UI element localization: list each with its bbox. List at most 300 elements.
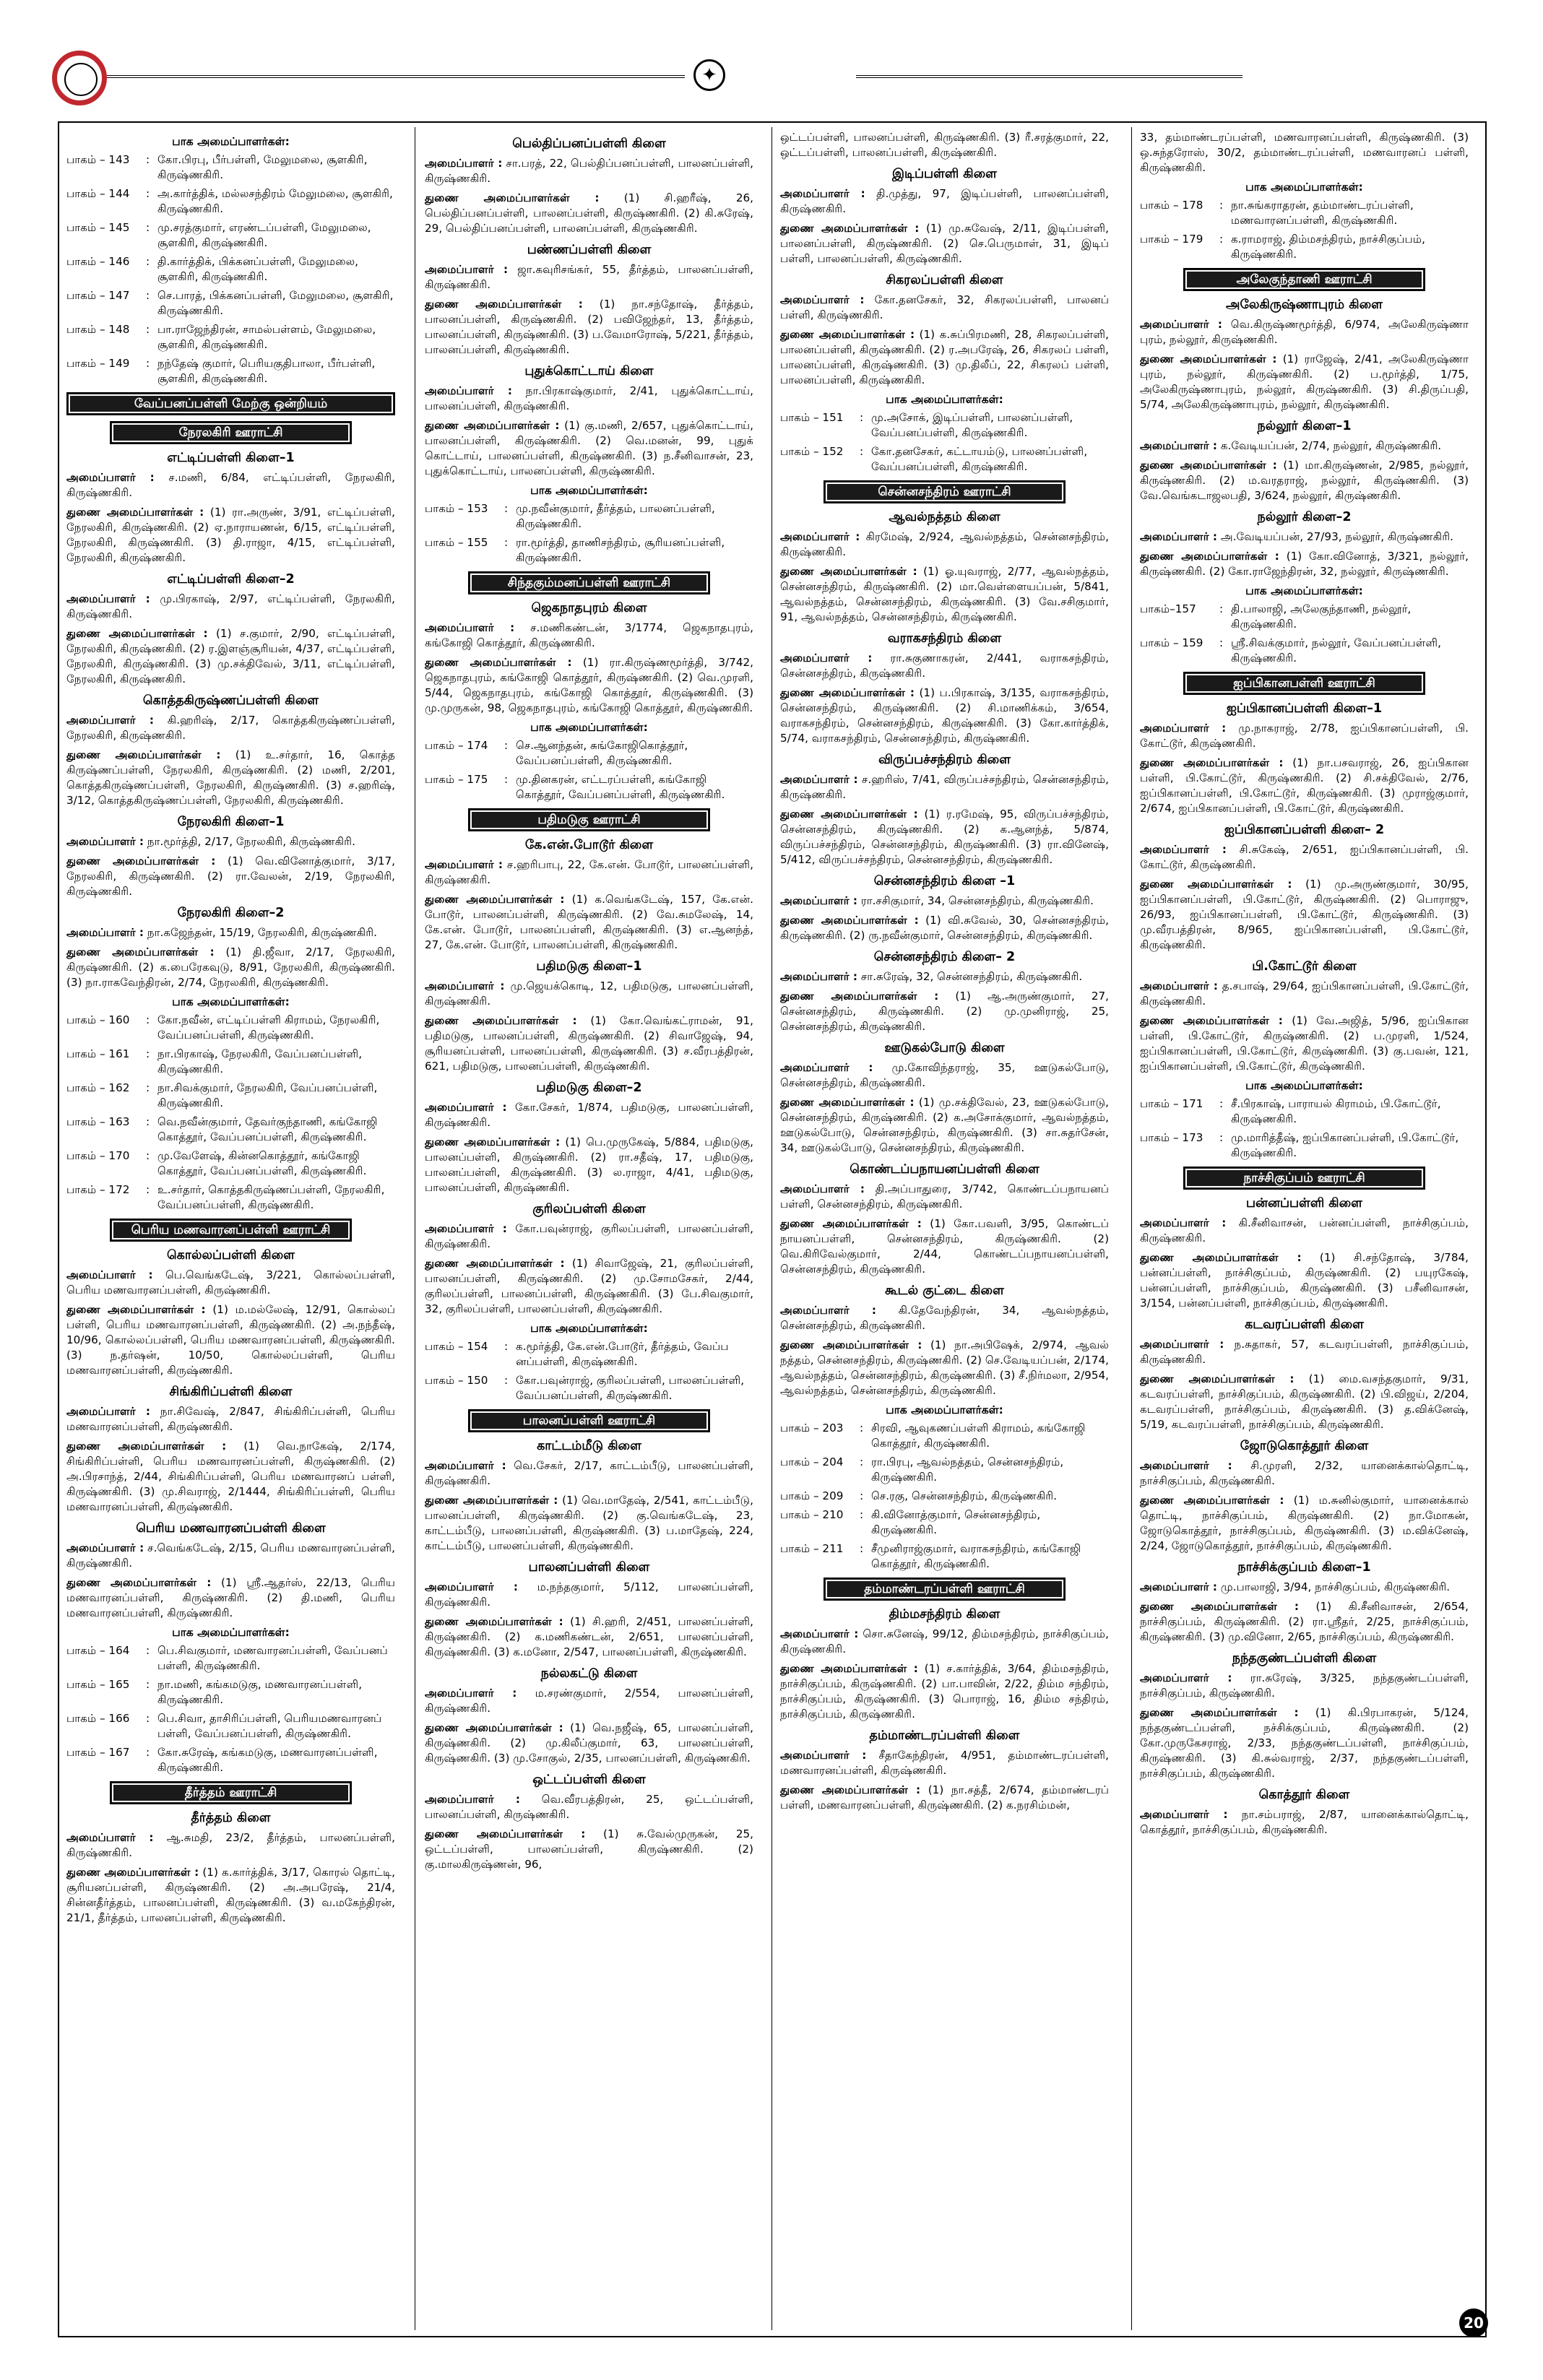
colon-separator: :	[504, 1374, 509, 1387]
booth-row	[780, 1489, 1109, 1504]
booth-value: ஸ்ரீ.சிவக்குமார், நல்லூர், வேப்பனப்பள்ளி, கிருஷ்ணகிரி.	[1231, 636, 1441, 665]
booth-value: சிரவி, ஆவுகணப்பள்ளி கிராமம், கங்கோஜி கொத்தூர், கிருஷ்ணகிரி.	[871, 1421, 1086, 1450]
section-banner: பாலனப்பள்ளி ஊராட்சி	[468, 1409, 710, 1432]
entry-text: (1) வெ.நஜீஷ், 65, பாலனப்பள்ளி, கிருஷ்ணகிரி. (2) மு.கிலீப்குமார், 63, பாலனப்பள்ளி, கிருஷ்ணகிரி. (3) மு.சோகுல், 2/35, பாலனப்பள்ளி, கிருஷ்ணகிரி.	[425, 1721, 753, 1765]
entry-paragraph	[425, 1721, 753, 1766]
entry-text: மு.நாகராஜ், 2/78, ஐப்பிகானப்பள்ளி, பி. கோட்டூர், கிருஷ்ணகிரி.	[1140, 722, 1469, 750]
branch-heading: பதிமடுகு கிளை–1	[536, 959, 642, 974]
branch-heading: ஜோடுகொத்தூர் கிளை	[1240, 1439, 1369, 1453]
role-label: துணை அமைப்பாளர்கள் :	[1140, 878, 1292, 891]
booth-value: கோ.பவுன்ராஜ், குரிலப்பள்ளி, பாலனப்பள்ளி, வேப்பனப்பள்ளி, கிருஷ்ணகிரி.	[516, 1374, 745, 1402]
entry-paragraph	[1140, 721, 1469, 751]
branch-heading: நேரலகிரி கிளை–2	[177, 906, 285, 920]
entry-paragraph	[66, 925, 395, 940]
booth-row	[1140, 602, 1469, 632]
booth-row	[66, 1081, 395, 1111]
booth-row	[66, 356, 395, 386]
colon-separator: :	[146, 187, 150, 200]
branch-heading: கொல்லப்பள்ளி கிளை	[167, 1248, 295, 1263]
booth-row	[1140, 198, 1469, 228]
role-label: துணை அமைப்பாளர்கள் :	[780, 914, 919, 927]
role-label: துணை அமைப்பாளர்கள் :	[780, 565, 917, 578]
entry-paragraph	[780, 1303, 1109, 1333]
entry-paragraph	[780, 685, 1109, 746]
entry-text: தி.அப்பாதுரை, 3/742, கொண்டப்பநாயனப் பள்ளி, சென்னசந்திரம், கிருஷ்ணகிரி.	[780, 1182, 1109, 1211]
booth-label: பாகம் – 143	[66, 153, 130, 166]
colon-separator: :	[1219, 1131, 1224, 1144]
booth-label: பாகம் – 144	[66, 187, 130, 200]
role-label: துணை அமைப்பாளர்கள் :	[780, 222, 920, 235]
entry-text: (1) மு.சுவேஷ், 2/11, இடிப்பள்ளி, பாலனப்பள்ளி, கிருஷ்ணகிரி. (2) செ.பெருமாள், 31, இடிப் பள்ளி, பாலனப்பள்ளி, கிருஷ்ணகிரி.	[780, 222, 1109, 265]
branch-heading: திம்மசந்திரம் கிளை	[889, 1607, 1000, 1622]
role-label: துணை அமைப்பாளர்கள் :	[425, 419, 560, 432]
entry-text: (1) நா.சத்தீ, 2/674, தம்மாண்டரப் பள்ளி, மணவாரனப்பள்ளி, கிருஷ்ணகிரி. (2) க.நரசிம்மன்,	[780, 1783, 1109, 1812]
entry-paragraph	[66, 1268, 395, 1298]
entry-text: ம.நந்தகுமார், 5/112, பாலனப்பள்ளி, கிருஷ்ணகிரி.	[425, 1580, 753, 1609]
role-label: அமைப்பாளர் :	[425, 1222, 507, 1235]
entry-paragraph	[66, 1541, 395, 1571]
booth-value: உ.சர்தார், கொத்தகிருஷ்ணப்பள்ளி, நேரலகிரி, வேப்பனப்பள்ளி, கிருஷ்ணகிரி.	[157, 1183, 385, 1211]
entry-text: கோ.தனசேகர், 32, சிகரலப்பள்ளி, பாலனப் பள்ளி, கிருஷ்ணகிரி.	[780, 293, 1109, 321]
entry-paragraph	[425, 1135, 753, 1195]
entry-text: க.வேடியப்பன், 2/74, நல்லூர், கிருஷ்ணகிரி.	[1217, 439, 1442, 452]
colon-separator: :	[146, 1081, 150, 1094]
entry-paragraph	[425, 1686, 753, 1716]
booth-label: பாகம் – 171	[1140, 1097, 1203, 1110]
role-label: அமைப்பாளர் :	[425, 621, 515, 634]
column-divider	[1131, 127, 1132, 2330]
booth-label: பாகம் – 170	[66, 1149, 130, 1162]
role-label: அமைப்பாளர் :	[425, 1793, 520, 1806]
branch-heading: காட்டம்மீடு கிளை	[537, 1439, 641, 1453]
booth-row	[66, 254, 395, 285]
entry-paragraph	[1140, 1372, 1469, 1432]
entry-paragraph	[1140, 1493, 1469, 1554]
entry-text: (1) நா.சந்தோஷ், தீர்த்தம், பாலனப்பள்ளி, கிருஷ்ணகிரி. (2) பவிஜேந்தர், 13, தீர்த்தம், பாலனப்பள்ளி, கிருஷ்ணகிரி. (3) ப.வேமாரோஷ், 5/221, தீர்த்தம், பாலனப்பள்ளி, கிருஷ்ணகிரி.	[425, 298, 753, 356]
booth-value: மு.வேளேஷ், கின்னகொத்தூர், கங்கோஜி கொத்தூர், வேப்பனப்பள்ளி, கிருஷ்ணகிரி.	[157, 1149, 367, 1177]
entry-text: ரா.சசிகுமார், 34, சென்னசந்திரம், கிருஷ்ணகிரி.	[857, 894, 1094, 907]
colon-separator: :	[504, 536, 509, 549]
entry-text: (1) கி.சீனிவாசன், 2/654, நாச்சிகுப்பம், கிருஷ்ணகிரி. (2) ரா.ஸ்ரீதர், 2/25, நாச்சிகுப்பம், கிருஷ்ணகிரி. (3) மு.வினோ, 2/65, நாச்சிகுப்பம், கிருஷ்ணகிரி.	[1140, 1600, 1469, 1643]
role-label: துணை அமைப்பாளர்கள் :	[66, 945, 215, 959]
role-label: துணை அமைப்பாளர்கள் :	[66, 854, 216, 867]
entry-text: (1) ரா.கிருஷ்ணமூர்த்தி, 3/742, ஜெகநாதபுரம், கங்கோஜி கொத்தூர், கிருஷ்ணகிரி. (2) வெ.முரளி, 5/44, ஜெகநாதபுரம், கங்கோஜி கொத்தூர், கிருஷ்ணகிரி. (3) மு.முருகன், 98, ஜெகநாதபுரம், கங்கோஜி கொத்தூர், கிருஷ்ணகிரி.	[425, 656, 753, 714]
colon-separator: :	[860, 1455, 864, 1468]
entry-paragraph	[66, 945, 395, 990]
booth-label: பாகம் – 178	[1140, 199, 1203, 212]
entry-paragraph	[66, 592, 395, 622]
role-label: துணை அமைப்பாளர்கள் :	[66, 506, 204, 519]
role-label: துணை அமைப்பாளர்கள் :	[66, 1440, 227, 1453]
booth-label: பாகம் – 146	[66, 255, 130, 268]
entry-paragraph	[425, 1100, 753, 1130]
booth-label: பாகம் – 210	[780, 1508, 844, 1521]
role-label: அமைப்பாளர் :	[780, 1182, 865, 1195]
branch-heading: நல்லூர் கிளை–2	[1257, 510, 1352, 524]
booth-value: மு.மாரித்தீஷ், ஐப்பிகானப்பள்ளி, பி.கோட்டூர், கிருஷ்ணகிரி.	[1231, 1131, 1459, 1159]
booth-label: பாகம் – 164	[66, 1644, 130, 1657]
entry-text: நா.பிரகாஷ்குமார், 2/41, புதுக்கொட்டாய், பாலனப்பள்ளி, கிருஷ்ணகிரி.	[425, 384, 753, 412]
booth-row	[425, 535, 753, 566]
section-banner: தீர்த்தம் ஊராட்சி	[110, 1781, 352, 1804]
role-label: துணை அமைப்பாளர்கள் :	[780, 808, 918, 821]
booth-value: க.ராமராஜ், திம்மசந்திரம், நாச்சிகுப்பம், கிருஷ்ணகிரி.	[1231, 233, 1425, 261]
entry-text: (1) சிவாஜேஷ், 21, குரிலப்பள்ளி, பாலனப்பள்ளி, கிருஷ்ணகிரி. (2) மு.சோமசேகர், 2/44, குரிலப்பள்ளி, பாலனப்பள்ளி, கிருஷ்ணகிரி. (3) பே.சிவகுமார், 32, குரிலப்பள்ளி, பாலனப்பள்ளி, கிருஷ்ணகிரி.	[425, 1257, 753, 1315]
colon-separator: :	[860, 1489, 864, 1502]
booth-row	[66, 1182, 395, 1213]
entry-paragraph	[66, 713, 395, 743]
entry-paragraph	[780, 807, 1109, 867]
role-label: துணை அமைப்பாளர்கள் :	[780, 1217, 922, 1230]
role-label: அமைப்பாளர் :	[1140, 843, 1227, 856]
booth-value: ரா.பிரபு, ஆவல்நத்தம், சென்னசந்திரம், கிருஷ்ணகிரி.	[871, 1455, 1064, 1484]
entry-paragraph	[1140, 877, 1469, 953]
booth-row	[780, 1421, 1109, 1451]
role-label: அமைப்பாளர் :	[66, 592, 150, 605]
entry-text: நா.சம்பராஜ், 2/87, யானைக்கால்தொட்டி, கொத்தூர், நாச்சிகுப்பம், கிருஷ்ணகிரி.	[1140, 1808, 1469, 1836]
entry-paragraph	[1140, 1705, 1469, 1781]
section-banner: பெரிய மணவாரனப்பள்ளி ஊராட்சி	[110, 1219, 352, 1242]
entry-paragraph	[425, 979, 753, 1009]
column-2	[425, 130, 753, 2326]
booth-row	[66, 1047, 395, 1077]
role-label: அமைப்பாளர் :	[66, 471, 155, 484]
role-label: துணை அமைப்பாளர்கள் :	[66, 1866, 199, 1879]
branch-heading: அலேகிருஷ்ணாபுரம் கிளை	[1226, 298, 1383, 312]
role-label: அமைப்பாளர் :	[1140, 439, 1218, 452]
role-label: துணை அமைப்பாளர்கள் :	[780, 686, 915, 699]
entry-paragraph	[1140, 1250, 1469, 1311]
booth-label: பாகம் – 154	[425, 1340, 488, 1353]
role-label: அமைப்பாளர் :	[780, 293, 865, 306]
section-banner: ஐப்பிகானபள்ளி ஊராட்சி	[1183, 672, 1425, 695]
booth-label: பாகம் – 155	[425, 536, 488, 549]
entry-paragraph	[1140, 1599, 1469, 1645]
role-label: துணை அமைப்பாளர்கள் :	[425, 1494, 558, 1507]
entry-paragraph	[66, 470, 395, 501]
entry-paragraph	[425, 191, 753, 236]
entry-text: (1) ஸ்ரீ.ஆதர்ஸ், 22/13, பெரிய மணவாரனப்பள்ளி, கிருஷ்ணகிரி. (2) தி.மணி, பெரிய மணவாரனப்பள்ளி, கிருஷ்ணகிரி.	[66, 1576, 395, 1619]
entry-paragraph	[425, 1221, 753, 1252]
role-label: துணை அமைப்பாளர்கள் :	[425, 1615, 563, 1628]
entry-text: (1) வி.சுவேல், 30, சென்னசந்திரம், கிருஷ்ணகிரி. (2) ரு.நவீன்குமார், சென்னசந்திரம், கிருஷ்ணகிரி.	[780, 914, 1109, 942]
entry-text: ஜா.கவுரிசங்கர், 55, தீர்த்தம், பாலனப்பள்ளி, கிருஷ்ணகிரி.	[425, 263, 753, 291]
branch-heading: பெல்திப்பனப்பள்ளி கிளை	[512, 137, 666, 151]
booth-label: பாகம் – 204	[780, 1455, 844, 1468]
colon-separator: :	[146, 221, 150, 234]
entry-text: மு.பாலாஜி, 3/94, நாச்சிகுப்பம், கிருஷ்ணகிரி.	[1217, 1580, 1451, 1593]
entry-text: (1) ம.மல்லேஷ், 12/91, கொல்லப் பள்ளி, பெரிய மணவாரனப்பள்ளி, கிருஷ்ணகிரி. (2) அ.நந்தீஷ், 10/96, கொல்லப்பள்ளி, பெரிய மணவாரனப்பள்ளி, கிருஷ்ணகிரி. (3) ந.தர்ஷன், 10/50, கொல்லப்பள்ளி, பெரிய மணவாரனப்பள்ளி, கிருஷ்ணகிரி.	[66, 1303, 395, 1377]
entry-text: ச.வெங்கடேஷ், 2/15, பெரிய மணவாரனப்பள்ளி, கிருஷ்ணகிரி.	[66, 1541, 395, 1570]
booth-value: பா.ராஜேந்திரன், சாமல்பள்ளம், மேலுமலை, சூளகிரி, கிருஷ்ணகிரி.	[157, 323, 376, 351]
booth-row	[425, 501, 753, 532]
colon-separator: :	[146, 323, 150, 336]
branch-heading: ஊடுகல்போடு கிளை	[884, 1041, 1005, 1055]
colon-separator: :	[1219, 199, 1224, 212]
booth-label: பாகம் – 149	[66, 357, 130, 370]
entry-text: சீதாகேந்திரன், 4/951, தம்மாண்டரப்பள்ளி, மணவாரனப்பள்ளி, கிருஷ்ணகிரி.	[780, 1749, 1109, 1777]
entry-text: (1) ச.குமார், 2/90, எட்டிப்பள்ளி, நேரலகிரி, கிருஷ்ணகிரி. (2) ர.இளஞ்சூரியன், 4/37, எட்டிப்பள்ளி, நேரலகிரி, கிருஷ்ணகிரி. (3) மு.சக்திவேல், 3/11, எட்டிப்பள்ளி, நேரலகிரி, கிருஷ்ணகிரி.	[66, 627, 395, 685]
entry-text: (1) கோ.வெங்கட்ராமன், 91, பதிமடுகு, பாலனப்பள்ளி, கிருஷ்ணகிரி. (2) சிவாஜேஷ், 94, சூரியனப்பள்ளி, பாலனப்பள்ளி, கிருஷ்ணகிரி. (3) ச.வீரபத்திரன், 621, பதிமடுகு, பாலனப்பள்ளி, கிருஷ்ணகிரி.	[425, 1014, 753, 1073]
logo-circle-icon	[52, 51, 107, 105]
entry-text: (1) ரா.அருண், 3/91, எட்டிப்பள்ளி, நேரலகிரி, கிருஷ்ணகிரி. (2) ஏ.நாராயணன், 6/15, எட்டிப்பள்ளி, நேரலகிரி, கிருஷ்ணகிரி. (3) தி.ராஜா, 4/15, எட்டிப்பள்ளி, நேரலகிரி, கிருஷ்ணகிரி.	[66, 506, 395, 564]
role-label: துணை அமைப்பாளர்கள் :	[1140, 1494, 1284, 1507]
role-label: அமைப்பாளர் :	[780, 894, 858, 907]
booth-row	[425, 738, 753, 769]
entry-paragraph	[780, 1748, 1109, 1778]
colon-separator: :	[146, 1712, 150, 1725]
booth-row	[66, 1711, 395, 1741]
entry-text: (1) ஓ.யுவராஜ், 2/77, ஆவல்நத்தம், சென்னசந்திரம், கிருஷ்ணகிரி. (2) மா.வெள்ளையப்பன், 5/841, ஆவல்நத்தம், சென்னசந்திரம், கிருஷ்ணகிரி. (3) வே.சசிகுமார், 91, ஆவல்நத்தம், சென்னசந்திரம், கிருஷ்ணகிரி.	[780, 565, 1109, 623]
subheading: பாக அமைப்பாளர்கள்:	[886, 393, 1003, 406]
booth-value: மு.தினகரன், எட்டரப்பள்ளி, கங்கோஜி கொத்தூர், வேப்பனப்பள்ளி, கிருஷ்ணகிரி.	[516, 773, 725, 801]
entry-paragraph	[1140, 1671, 1469, 1701]
branch-heading: எட்டிப்பள்ளி கிளை–2	[167, 572, 295, 587]
entry-text: அ.வேடியப்பன், 27/93, நல்லூர், கிருஷ்ணகிரி.	[1217, 530, 1453, 543]
booth-label: பாகம் – 153	[425, 502, 488, 515]
role-label: துணை அமைப்பாளர்கள் :	[1140, 550, 1279, 563]
role-label: அமைப்பாளர் :	[780, 187, 865, 200]
branch-heading: பாலனப்பள்ளி கிளை	[528, 1560, 650, 1575]
entry-paragraph	[780, 1182, 1109, 1212]
entry-text: ச.மணிகண்டன், 3/1774, ஜெகநாதபுரம், கங்கோஜி கொத்தூர், கிருஷ்ணகிரி.	[425, 621, 753, 649]
booth-value: வெ.நவீன்குமார், தேவர்குந்தாணி, கங்கோஜி கொத்தூர், வேப்பனப்பள்ளி, கிருஷ்ணகிரி.	[157, 1115, 378, 1143]
entry-text: கோ.சேகர், 1/874, பதிமடுகு, பாலனப்பள்ளி, கிருஷ்ணகிரி.	[425, 1101, 753, 1129]
role-label: துணை அமைப்பாளர்கள் :	[1140, 1251, 1302, 1264]
subheading: பாக அமைப்பாளர்கள்:	[530, 1322, 648, 1335]
booth-row	[1140, 636, 1469, 666]
booth-label: பாகம் – 163	[66, 1115, 130, 1128]
colon-separator: :	[860, 411, 864, 424]
entry-paragraph	[425, 1013, 753, 1074]
booth-value: தி.கார்த்திக், பிக்கனப்பள்ளி, மேலுமலை, சூளகிரி, கிருஷ்ணகிரி.	[157, 255, 359, 283]
entry-text: (1) சி.சந்தோஷ், 3/784, பன்னப்பள்ளி, நாச்சிகுப்பம், கிருஷ்ணகிரி. (2) பயுரகேஷ், பன்னப்பள்ளி, நாச்சிகுப்பம், கிருஷ்ணகிரி. (3) பசீனிவாசன், 3/154, பன்னப்பள்ளி, நாச்சிகுப்பம், கிருஷ்ணகிரி.	[1140, 1251, 1469, 1310]
booth-label: பாகம் – 150	[425, 1374, 488, 1387]
booth-row	[66, 288, 395, 319]
role-label: அமைப்பாளர் :	[780, 530, 860, 543]
entry-paragraph	[425, 1614, 753, 1660]
entry-paragraph	[425, 620, 753, 651]
entry-paragraph	[1140, 352, 1469, 412]
entry-paragraph	[780, 893, 1109, 909]
entry-text: (1) ராஜேஷ், 2/41, அலேகிருஷ்ணா புரம், நல்லூர், கிருஷ்ணகிரி. (2) ப.மூர்த்தி, 1/75, அலேகிருஷ்ணாபுரம், நல்லூர், கிருஷ்ணகிரி. (3) சி.திருப்பதி, 5/74, அலேகிருஷ்ணாபுரம், நல்லூர், கிருஷ்ணகிரி.	[1140, 352, 1469, 411]
booth-value: அ.கார்த்திக், மல்லசந்திரம் மேலுமலை, சூளகிரி, கிருஷ்ணகிரி.	[157, 187, 393, 215]
colon-separator: :	[146, 153, 150, 166]
entry-text: (1) நா.பசவராஜ், 26, ஐப்பிகான பள்ளி, பி.கோட்டூர், கிருஷ்ணகிரி. (2) சி.சக்திவேல், 2/76, ஐப்பிகானப்பள்ளி, பி.கோட்டூர், கிருஷ்ணகிரி. (3) முராஜ்குமார், 2/674, ஐப்பிகானப்பள்ளி, பி.கோட்டூர், கிருஷ்ணகிரி.	[1140, 756, 1469, 815]
column-4	[1140, 130, 1469, 2326]
role-label: அமைப்பாளர் :	[66, 1268, 153, 1281]
branch-heading: ஐப்பிகானப்பள்ளி கிளை– 2	[1224, 823, 1385, 837]
role-label: அமைப்பாளர் :	[66, 835, 144, 848]
entry-text: (1) வெ.மாதேஷ், 2/541, காட்டம்பீடு, பாலனப்பள்ளி, கிருஷ்ணகிரி. (2) கு.வெங்கடேஷ், 23, காட்டம்பீடு, பாலனப்பள்ளி, கிருஷ்ணகிரி. (3) ப.மாதேஷ், 224, காட்டம்பீடு, பாலனப்பள்ளி, கிருஷ்ணகிரி.	[425, 1494, 753, 1552]
colon-separator: :	[146, 1149, 150, 1162]
role-label: அமைப்பாளர் :	[1140, 1580, 1218, 1593]
booth-label: பாகம் – 172	[66, 1183, 130, 1196]
subheading: பாக அமைப்பாளர்கள்:	[530, 721, 648, 734]
colon-separator: :	[146, 1047, 150, 1060]
booth-label: பாகம் – 179	[1140, 233, 1203, 246]
role-label: துணை அமைப்பாளர்கள் :	[66, 748, 221, 761]
colon-separator: :	[146, 255, 150, 268]
role-label: அமைப்பாளர் :	[780, 1061, 873, 1074]
entry-paragraph	[780, 651, 1109, 681]
role-label: துணை அமைப்பாளர்கள் :	[1140, 1372, 1295, 1385]
role-label: துணை அமைப்பாளர்கள் :	[780, 1338, 922, 1351]
role-label: அமைப்பாளர் :	[66, 1831, 154, 1844]
booth-label: பாகம்–157	[1140, 602, 1196, 615]
entry-text: (1) தி.ஜீவா, 2/17, நேரலகிரி, கிருஷ்ணகிரி. (2) க.பைரேகவுடு, 8/91, நேரலகிரி, கிருஷ்ணகிரி. (3) நா.ராகவேந்திரன், 2/74, நேரலகிரி, கிருஷ்ணகிரி.	[66, 945, 395, 989]
role-label: துணை அமைப்பாளர்கள் :	[780, 1662, 918, 1675]
subheading: பாக அமைப்பாளர்கள்:	[1245, 1079, 1363, 1092]
booth-value: கோ.தனசேகர், கட்டாயம்டு, பாலனப்பள்ளி, வேப்பனப்பள்ளி, கிருஷ்ணகிரி.	[871, 445, 1088, 473]
entry-text: வெ.வீரபத்திரன், 25, ஒட்டப்பள்ளி, பாலனப்பள்ளி, கிருஷ்ணகிரி.	[425, 1793, 753, 1821]
column-1	[66, 130, 395, 2326]
booth-label: பாகம் – 166	[66, 1712, 130, 1725]
entry-paragraph	[66, 1865, 395, 1926]
role-label: அமைப்பாளர் :	[780, 970, 858, 983]
role-label: அமைப்பாளர் :	[66, 1405, 151, 1418]
entry-text: (1) ப.பிரகாஷ், 3/135, வராகசந்திரம், சென்னசந்திரம், கிருஷ்ணகிரி. (2) சி.மாணிக்கம், 3/654, வராகசந்திரம், சென்னசந்திரம், கிருஷ்ணகிரி. (3) கோ.கார்த்திக், 5/74, வராகசந்திரம், சென்னசந்திரம், கிருஷ்ணகிரி.	[780, 686, 1109, 745]
entry-paragraph	[1140, 842, 1469, 873]
branch-heading: பன்னப்பள்ளி கிளை	[1246, 1196, 1362, 1211]
role-label: அமைப்பாளர் :	[1140, 530, 1218, 543]
role-label: துணை அமைப்பாளர்கள் :	[780, 328, 915, 341]
role-label: அமைப்பாளர் :	[1140, 1671, 1232, 1684]
colon-separator: :	[860, 445, 864, 458]
role-label: துணை அமைப்பாளர்கள் :	[1140, 1014, 1283, 1027]
branch-heading: சென்னசந்திரம் கிளை– 2	[873, 950, 1016, 964]
entry-paragraph	[780, 130, 1109, 160]
role-label: அமைப்பாளர் :	[425, 263, 509, 276]
entry-paragraph	[780, 913, 1109, 943]
booth-row	[1140, 1130, 1469, 1161]
branch-heading: கே.என்.போடூர் கிளை	[524, 838, 654, 852]
role-label: துணை அமைப்பாளர்கள் :	[1140, 459, 1277, 472]
entry-paragraph	[780, 969, 1109, 985]
booth-row	[66, 1643, 395, 1674]
booth-value: பெ.சிவா, தாசிரிப்பள்ளி, பெரியமணவாரனப் பள்ளி, வேப்பனப்பள்ளி, கிருஷ்ணகிரி.	[157, 1712, 382, 1740]
branch-heading: கொத்தகிருஷ்ணப்பள்ளி கிளை	[142, 693, 319, 708]
branch-heading: கொண்டப்பநாயனப்பள்ளி கிளை	[850, 1162, 1040, 1177]
entry-paragraph	[1140, 317, 1469, 347]
entry-text: கி.தேவேந்திரன், 34, ஆவல்நத்தம், சென்னசந்திரம், கிருஷ்ணகிரி.	[780, 1304, 1109, 1332]
booth-label: பாகம் – 160	[66, 1013, 130, 1026]
entry-text: மு.ஜெயக்கொடி, 12, பதிமடுகு, பாலனப்பள்ளி, கிருஷ்ணகிரி.	[425, 979, 753, 1008]
subheading: பாக அமைப்பாளர்கள்:	[1245, 584, 1363, 597]
entry-paragraph	[66, 834, 395, 849]
booth-value: ரா.மூர்த்தி, தாணிசந்திரம், சூரியனப்பள்ளி, கிருஷ்ணகிரி.	[516, 536, 725, 564]
branch-heading: நல்லூர் கிளை–1	[1257, 419, 1352, 433]
entry-paragraph	[425, 857, 753, 888]
entry-text: (1) கி.பிரபாகரன், 5/124, நந்தகுண்டப்பள்ளி, நச்சிக்குப்பம், கிருஷ்ணகிரி. (2) கோ.முருகேசராஜ், 2/33, நந்தகுண்டப்பள்ளி, நாச்சிகுப்பம், கிருஷ்ணகிரி. (3) கி.சுல்வராஜ், 2/37, நந்தகுண்டப்பள்ளி, நாச்சிகுப்பம், கிருஷ்ணகிரி.	[1140, 1706, 1469, 1780]
branch-heading: நாச்சிக்குப்பம் கிளை–1	[1237, 1560, 1371, 1575]
role-label: துணை அமைப்பாளர்கள் :	[780, 1783, 921, 1796]
entry-text: கி.ஹரிஷ், 2/17, கொத்தகிருஷ்ணப்பள்ளி, நேரலகிரி, கிருஷ்ணகிரி.	[66, 714, 395, 742]
subheading: பாக அமைப்பாளர்கள்:	[530, 484, 648, 497]
booth-row	[66, 186, 395, 217]
entry-paragraph	[66, 1830, 395, 1861]
entry-paragraph	[66, 854, 395, 899]
colon-separator: :	[1219, 1097, 1224, 1110]
role-label: அமைப்பாளர் :	[1140, 1808, 1228, 1821]
entry-text: (1) பெ.முருகேஷ், 5/884, பதிமடுகு, பாலனப்பள்ளி, கிருஷ்ணகிரி. (2) ரா.சதீஷ், 17, பதிமடுகு, பாலனப்பள்ளி, கிருஷ்ணகிரி. (3) ல.ராஜா, 4/41, பதிமடுகு, பாலனப்பள்ளி, கிருஷ்ணகிரி.	[425, 1135, 753, 1194]
subheading: பாக அமைப்பாளர்கள்:	[886, 1403, 1003, 1416]
booth-value: நா.பிரகாஷ், நேரலகிரி, வேப்பனப்பள்ளி, கிருஷ்ணகிரி.	[157, 1047, 363, 1076]
colon-separator: :	[146, 1678, 150, 1691]
entry-paragraph	[1140, 1458, 1469, 1489]
role-label: அமைப்பாளர் :	[66, 714, 154, 727]
entry-text: (1) ஆ.அருண்குமார், 27, சென்னசந்திரம், கிருஷ்ணகிரி. (2) மு.முனிராஜ், 25, சென்னசந்திரம், கிருஷ்ணகிரி.	[780, 990, 1109, 1033]
entry-paragraph	[425, 384, 753, 414]
role-label: துணை அமைப்பாளர்கள் :	[425, 893, 565, 906]
role-label: அமைப்பாளர் :	[1140, 1338, 1224, 1351]
colon-separator: :	[504, 739, 509, 752]
colon-separator: :	[146, 1183, 150, 1196]
entry-paragraph	[1140, 1013, 1469, 1074]
header-rule-left	[107, 75, 685, 78]
entry-paragraph	[780, 293, 1109, 323]
booth-value: கோ.சுரேஷ், கங்கமடுகு, மணவாரனப்பள்ளி, கிருஷ்ணகிரி.	[157, 1746, 378, 1774]
booth-value: தி.பாலாஜி, அலேகுந்தாணி, நல்லூர், கிருஷ்ணகிரி.	[1231, 602, 1412, 631]
role-label: துணை அமைப்பாளர்கள் :	[425, 1014, 577, 1027]
entry-text: (1) மை.வசந்தகுமார், 9/31, கடவரப்பள்ளி, நாச்சிகுப்பம், கிருஷ்ணகிரி. (2) பி.விஜய், 2/204, கடவரப்பள்ளி, நாச்சிகுப்பம், கிருஷ்ணகிரி. (3) த.விக்னேஷ், 5/19, கடவரப்பள்ளி, நாச்சிகுப்பம், கிருஷ்ணகிரி.	[1140, 1372, 1469, 1431]
entry-paragraph	[780, 221, 1109, 267]
booth-row	[1140, 1096, 1469, 1127]
role-label: அமைப்பாளர் :	[66, 1541, 144, 1554]
entry-paragraph	[780, 1095, 1109, 1156]
role-label: அமைப்பாளர் :	[425, 1101, 507, 1114]
entry-paragraph	[780, 529, 1109, 560]
booth-value: சீமுனிராஜ்குமார், வராகசந்திரம், கங்கோஜி கொத்தூர், கிருஷ்ணகிரி.	[871, 1542, 1081, 1570]
role-label: துணை அமைப்பாளர்கள் :	[1140, 756, 1284, 769]
header-rule-right	[856, 75, 1242, 78]
role-label: துணை அமைப்பாளர்கள் :	[1140, 352, 1277, 365]
booth-row	[425, 1373, 753, 1403]
branch-heading: கூடல் குட்டை கிளை	[885, 1284, 1004, 1298]
entry-text: (1) வெ.வினோத்குமார், 3/17, நேரலகிரி, கிருஷ்ணகிரி. (2) ரா.வேலன், 2/19, நேரலகிரி, கிருஷ்ணகிரி.	[66, 854, 395, 898]
entry-text: நா.மூர்த்தி, 2/17, நேரலகிரி, கிருஷ்ணகிரி.	[144, 835, 355, 848]
role-label: அமைப்பாளர் :	[425, 858, 503, 871]
role-label: துணை அமைப்பாளர்கள் :	[425, 1827, 586, 1840]
booth-row	[425, 1339, 753, 1369]
role-label: அமைப்பாளர் :	[425, 979, 505, 992]
entry-paragraph	[780, 772, 1109, 802]
entry-paragraph	[1140, 1216, 1469, 1246]
colon-separator: :	[146, 1013, 150, 1026]
entry-text: கி.சீனிவாசன், பன்னப்பள்ளி, நாச்சிகுப்பம், கிருஷ்ணகிரி.	[1140, 1216, 1469, 1245]
role-label: துணை அமைப்பாளர்கள் :	[425, 1257, 565, 1270]
entry-text: 33, தம்மாண்டரப்பள்ளி, மணவாரனப்பள்ளி, கிருஷ்ணகிரி. (3) ஒ.சுந்தரோஸ், 30/2, தம்மாண்டரப்பள்ளி, மணவாரனப் பள்ளி, கிருஷ்ணகிரி.	[1140, 131, 1469, 174]
entry-text: சி.சுகேஷ், 2/651, ஐப்பிகானப்பள்ளி, பி. கோட்டூர், கிருஷ்ணகிரி.	[1140, 843, 1469, 871]
column-3	[780, 130, 1109, 2326]
entry-text: (1) கு.மணி, 2/657, புதுக்கொட்டாய், பாலனப்பள்ளி, கிருஷ்ணகிரி. (2) வெ.மனன், 99, புதுக் கொட்டாய், பாலனப்பள்ளி, கிருஷ்ணகிரி. (3) ந.சீனிவாசன், 23, புதுக்கொட்டாய், பாலனப்பள்ளி, கிருஷ்ணகிரி.	[425, 419, 753, 477]
booth-value: மு.அசோக், இடிப்பள்ளி, பாலனப்பள்ளி, வேப்பனப்பள்ளி, கிருஷ்ணகிரி.	[871, 411, 1073, 439]
booth-value: க.மூர்த்தி, கே.என்.போடூர், தீர்த்தம், வேப்ப னப்பள்ளி, கிருஷ்ணகிரி.	[516, 1340, 729, 1368]
booth-row	[780, 410, 1109, 441]
role-label: அமைப்பாளர் :	[780, 1627, 859, 1640]
entry-text: சி.முரளி, 2/32, யானைக்கால்தொட்டி, நாச்சிகுப்பம், கிருஷ்ணகிரி.	[1140, 1459, 1469, 1487]
entry-text: (1) கோ.வினோத், 3/321, நல்லூர், கிருஷ்ணகிரி. (2) கோ.ராஜேந்திரன், 32, நல்லூர், கிருஷ்ணகிரி.	[1140, 550, 1469, 578]
colon-separator: :	[860, 1508, 864, 1521]
entry-paragraph	[1140, 979, 1469, 1009]
role-label: அமைப்பாளர் :	[66, 926, 144, 939]
role-label: அமைப்பாளர் :	[1140, 722, 1227, 735]
entry-paragraph	[425, 1256, 753, 1317]
booth-value: மு.சரத்குமார், எரண்டப்பள்ளி, மேலுமலை, சூளகிரி, கிருஷ்ணகிரி.	[157, 221, 371, 249]
branch-heading: தம்மாண்டரப்பள்ளி கிளை	[869, 1728, 1020, 1743]
entry-text: (1) க.சுப்பிரமணி, 28, சிகரலப்பள்ளி, பாலனப்பள்ளி, கிருஷ்ணகிரி. (2) ர.அபரேஷ், 26, சிகரலப் பள்ளி, பாலனப்பள்ளி, கிருஷ்ணகிரி. (3) மு.திலீப், 22, சிகரலப் பள்ளி, பாலனப்பள்ளி, கிருஷ்ணகிரி.	[780, 328, 1109, 386]
role-label: துணை அமைப்பாளர்கள் :	[425, 656, 572, 669]
